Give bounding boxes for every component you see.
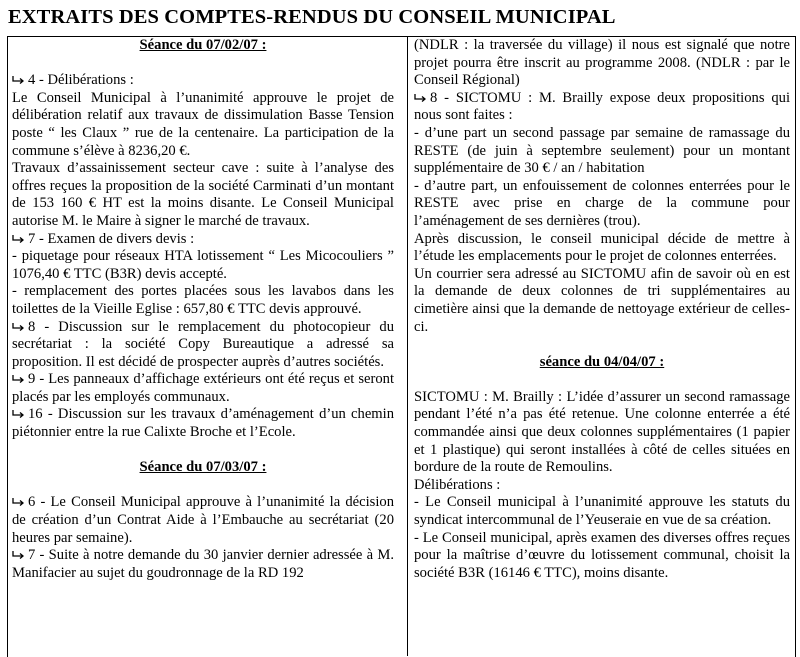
paragraph xyxy=(12,72,394,90)
session-2-continued-items xyxy=(414,37,790,336)
paragraph-text: SICTOMU : M. Brailly : L’idée d’assurer un second ramassage pendant l’été n’a pas été retenue. Une colonne enterrée a été commandée ainsi que deux colonnes supplémentaires (1 papier et 1 plastique) qui seront installées à côté de celles situées en bordure de la route de Remoulins. xyxy=(414,388,790,476)
arrow-bullet-icon xyxy=(12,231,28,249)
page-title: EXTRAITS DES COMPTES-RENDUS DU CONSEIL MUNICIPAL xyxy=(8,6,616,28)
session-heading-3: séance du 04/04/07 : xyxy=(539,353,665,370)
paragraph xyxy=(12,319,394,372)
spacer xyxy=(12,55,394,73)
spacer xyxy=(12,477,394,495)
paragraph xyxy=(12,248,394,283)
arrow-bullet-icon xyxy=(12,319,28,337)
paragraph-text: - remplacement des portes placées sous les lavabos dans les toilettes de la Vieille Eglise : 657,80 € TTC devis approuvé. xyxy=(12,283,394,317)
paragraph xyxy=(12,283,394,318)
paragraph xyxy=(414,494,790,529)
paragraph-text: 4 - Délibérations : xyxy=(28,72,134,89)
session-heading-2: Séance du 07/03/07 : xyxy=(139,459,267,476)
arrow-bullet-icon xyxy=(12,72,28,90)
paragraph-text: - d’une part un second passage par semaine de ramassage du RESTE (de juin à septembre seulement) pour un montant supplémentaire de 30 € / an / habitation xyxy=(414,124,790,177)
arrow-bullet-icon xyxy=(12,547,28,565)
paragraph-text: (NDLR : la traversée du village) il nous est signalé que notre projet pourra être inscrit au programme 2008. (NDLR : par le Conseil Régional) xyxy=(414,37,790,89)
paragraph xyxy=(414,125,790,178)
session-heading-1: Séance du 07/02/07 : xyxy=(139,37,267,53)
paragraph xyxy=(414,266,790,336)
paragraph xyxy=(414,231,790,266)
paragraph xyxy=(12,90,394,160)
paragraph-text: Après discussion, le conseil municipal décide de mettre à l’étude les emplacements pour le projet de colonnes enterrées. xyxy=(414,230,790,265)
paragraph xyxy=(414,389,790,477)
paragraph-text: 16 - Discussion sur les travaux d’aménagement d’un chemin piétonnier entre la rue Calixte Broche et l’Ecole. xyxy=(12,406,394,441)
paragraph-text: - piquetage pour réseaux HTA lotissement “ Les Micocouliers ” 1076,40 € TTC (B3R) devis accepté. xyxy=(12,248,394,282)
spacer xyxy=(12,442,394,460)
paragraph-text: - Le Conseil municipal à l’unanimité approuve les statuts du syndicat intercommunal de l’Yeuseraie en vue de sa création. xyxy=(414,494,790,529)
session-1-items xyxy=(12,72,394,441)
spacer xyxy=(414,336,790,354)
arrow-bullet-icon xyxy=(414,90,430,108)
paragraph-text: 6 - Le Conseil Municipal approuve à l’unanimité la décision de création d’un Contrat Aide à l’Embauche au secrétariat (20 heures par semaine). xyxy=(12,494,394,546)
paragraph xyxy=(414,178,790,231)
session-3-items xyxy=(414,389,790,583)
paragraph-text: Le Conseil Municipal à l’unanimité approuve le projet de délibération relatif aux travaux de dissimulation Basse Tension poste “ les Claux ” rue de la centenaire. La participation de la commune s’élève à 8236,20 €. xyxy=(12,89,394,159)
spacer xyxy=(414,371,790,389)
paragraph-text: - d’autre part, un enfouissement de colonnes enterrées pour le RESTE avec prise en charge de la commune pour l’aménagement de ses dernières (trou). xyxy=(414,177,790,229)
paragraph-text: 8 - Discussion sur le remplacement du photocopieur du secrétariat : la société Copy Bureautique a adressé sa proposition. Il est décidé de prospecter auprès d’autres sociétés. xyxy=(12,318,394,370)
paragraph-text: Un courrier sera adressé au SICTOMU afin de savoir où en est la demande de deux colonnes de tri supplémentaires au cimetière ainsi que la demande de nettoyage extérieur de celles-ci. xyxy=(414,265,790,335)
column-divider xyxy=(407,36,408,656)
left-column xyxy=(12,37,394,582)
paragraph xyxy=(414,477,790,495)
paragraph-text: 7 - Suite à notre demande du 30 janvier dernier adressée à M. Manifacier au sujet du goudronnage de la RD 192 xyxy=(12,547,394,581)
paragraph xyxy=(12,160,394,230)
session-2-items xyxy=(12,494,394,582)
paragraph xyxy=(414,530,790,583)
paragraph xyxy=(12,547,394,582)
paragraph xyxy=(414,37,790,90)
paragraph xyxy=(414,90,790,125)
paragraph xyxy=(12,406,394,441)
paragraph-text: 7 - Examen de divers devis : xyxy=(28,230,195,247)
arrow-bullet-icon xyxy=(12,406,28,424)
arrow-bullet-icon xyxy=(12,371,28,389)
paragraph-text: Délibérations : xyxy=(414,476,501,493)
paragraph-text: - Le Conseil municipal, après examen des diverses offres reçues pour la maîtrise d’œuvre du lotissement communal, choisit la société B3R (16146 € TTC), moins disante. xyxy=(414,529,790,581)
paragraph-text: Travaux d’assainissement secteur cave : suite à l’analyse des offres reçues la proposition de la société Carminati d’un montant de 153 160 € HT est la moins disante. Le Conseil Municipal autorise M. le Maire à signer le marché de travaux. xyxy=(12,160,394,229)
arrow-bullet-icon xyxy=(12,494,28,512)
paragraph xyxy=(12,231,394,249)
right-column xyxy=(414,37,790,582)
paragraph xyxy=(12,494,394,547)
paragraph xyxy=(12,371,394,406)
paragraph-text: 8 - SICTOMU : M. Brailly expose deux propositions qui nous sont faites : xyxy=(414,89,790,124)
paragraph-text: 9 - Les panneaux d’affichage extérieurs ont été reçus et seront placés par les employés communaux. xyxy=(12,371,394,405)
